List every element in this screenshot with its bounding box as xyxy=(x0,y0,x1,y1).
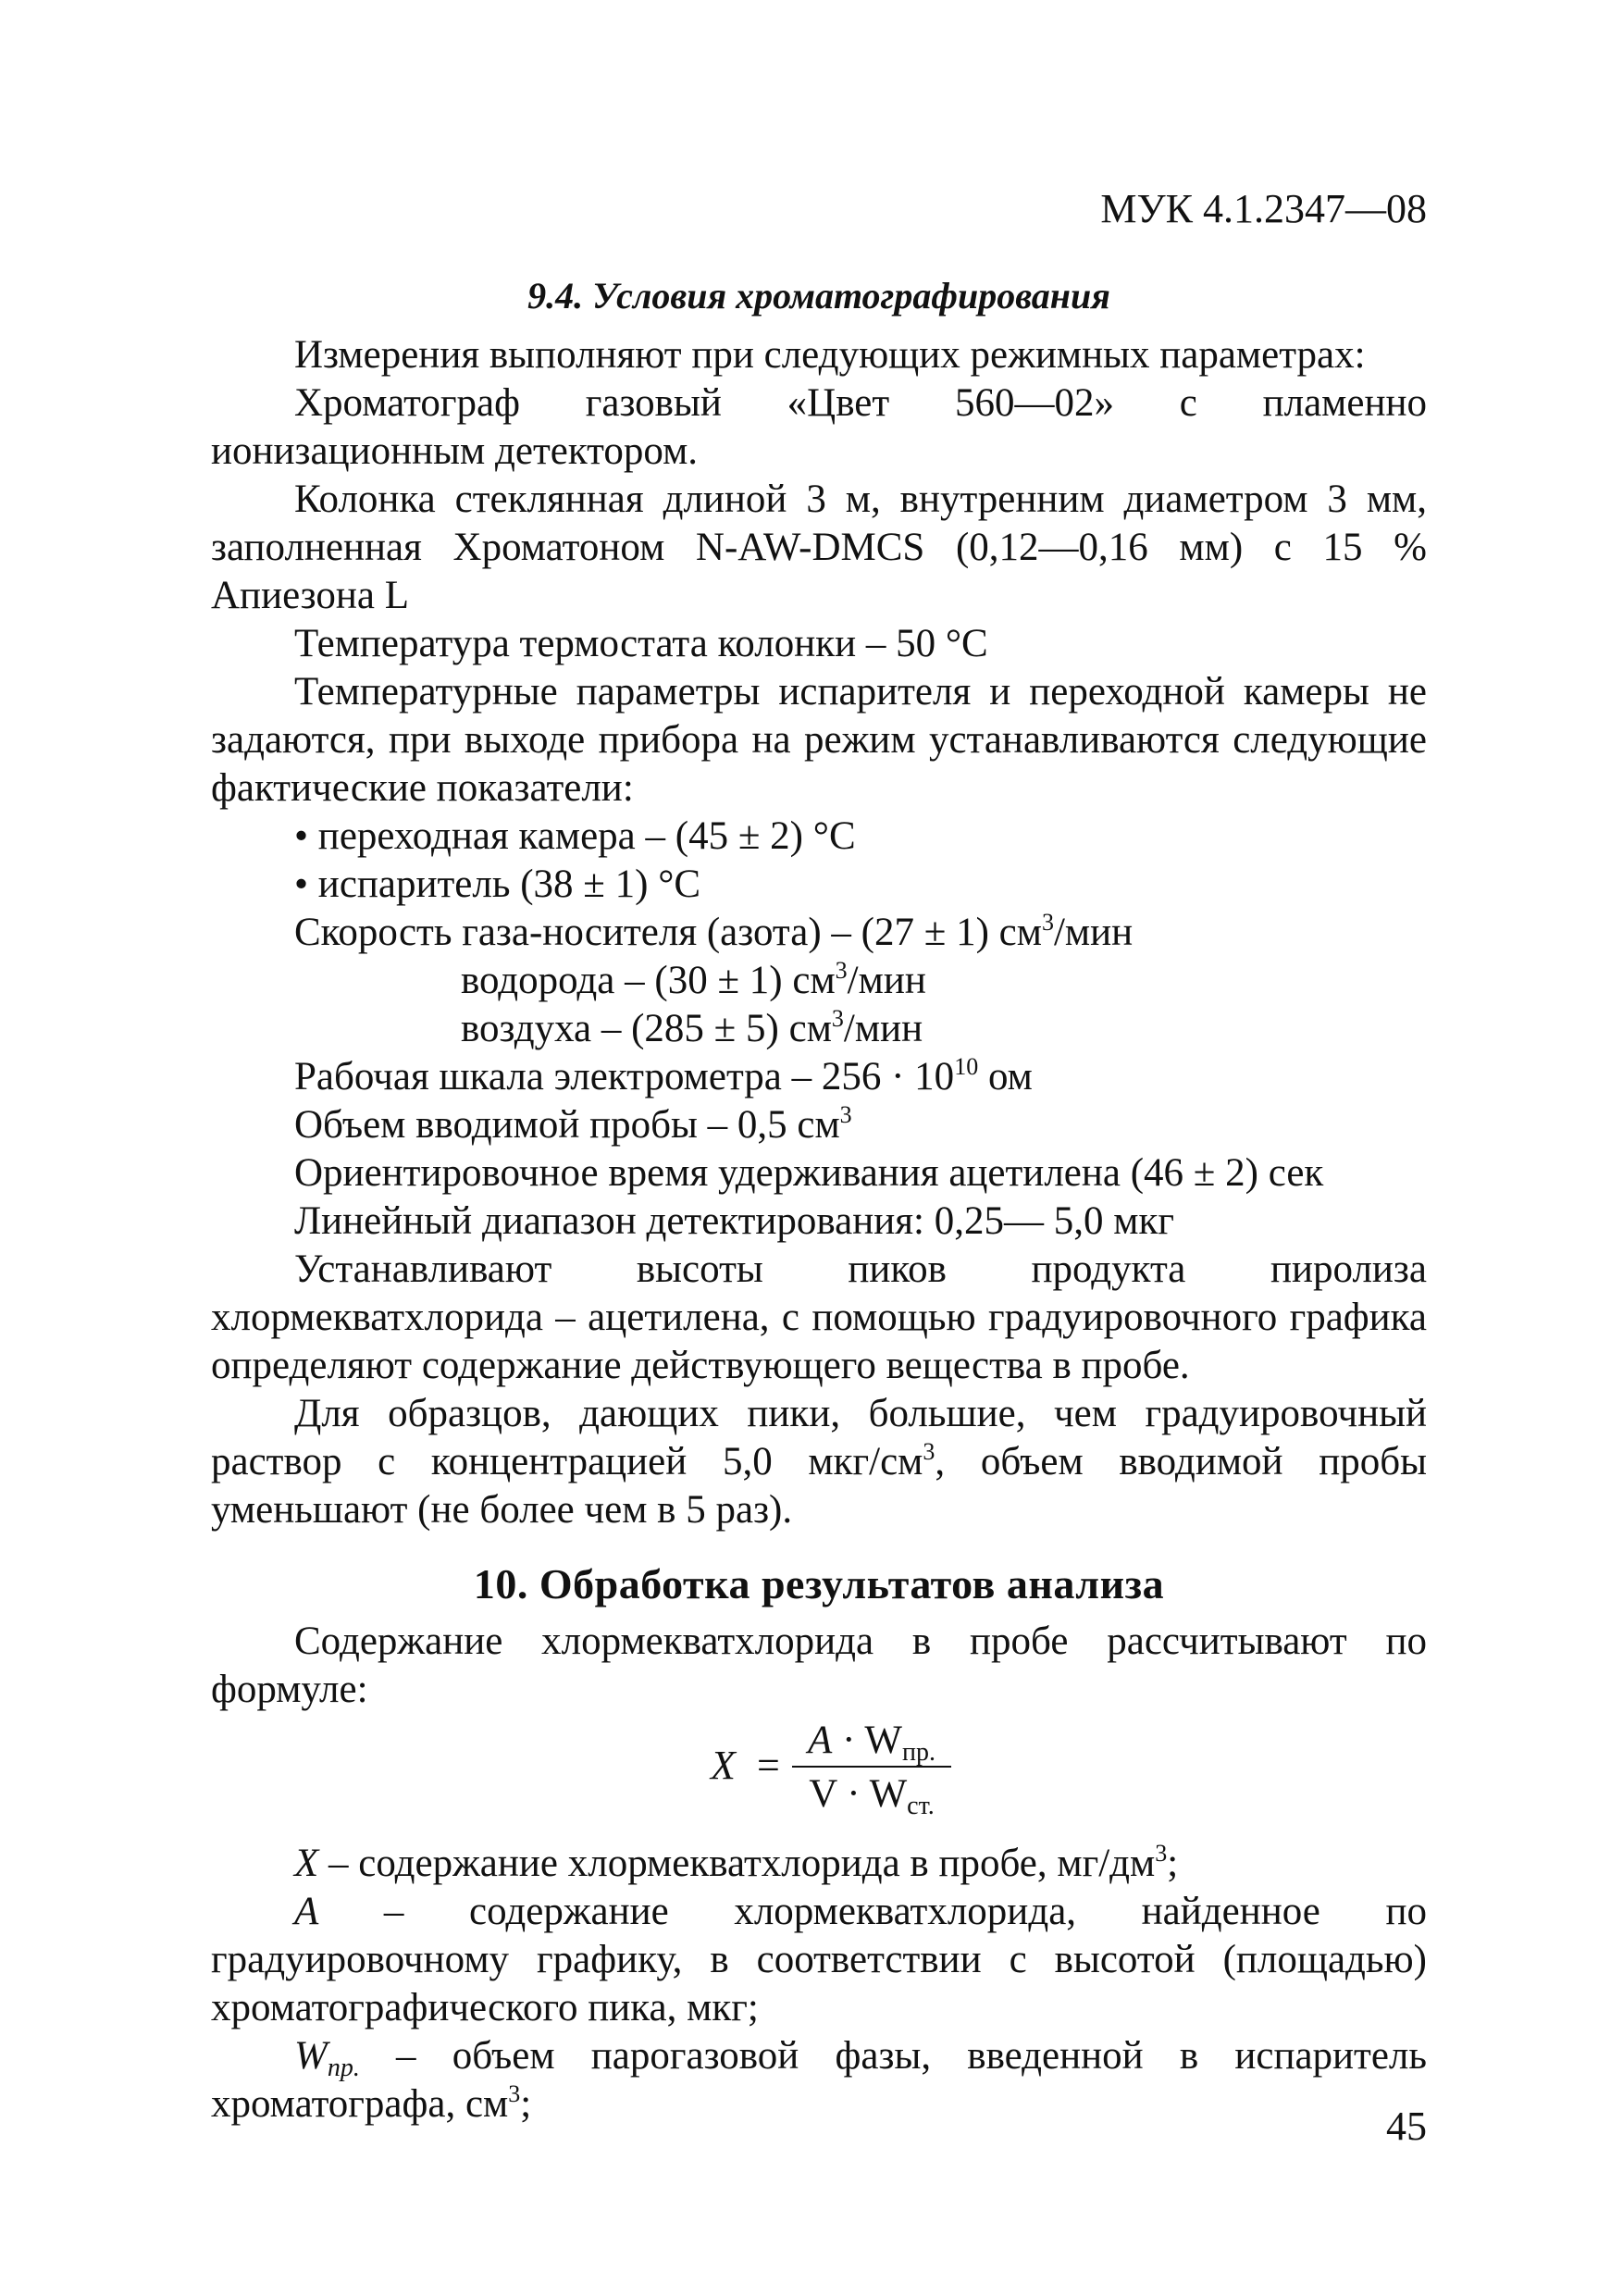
document-id: МУК 4.1.2347—08 xyxy=(1100,186,1427,231)
line-linear-range: Линейный диапазон детектирования: 0,25— 5,0 мкг xyxy=(294,1199,1174,1243)
formula-lhs: X xyxy=(711,1743,736,1788)
paragraph-sample-dilution: Для образцов, дающих пики, большие, чем градуировочный раствор с концентрацией 5,0 мкг/$см^3$, объем вводимой пробы уменьшают (не более чем в 5 раз). xyxy=(211,1392,1428,1532)
bullet-evaporator: • испаритель (38 ± 1) °C xyxy=(294,863,701,906)
paragraph-formula-intro: Содержание хлормекватхлорида в пробе рассчитывают по формуле: xyxy=(211,1620,1427,1711)
definition-x: X – содержание хлормекватхлорида в пробе, $мг/дм^3$; xyxy=(294,1840,1179,1885)
line-retention-time: Ориентировочное время удерживания ацетилена (46 ± 2) сек xyxy=(294,1151,1324,1195)
document-body xyxy=(211,331,1427,2128)
paragraph-chromatograph: Хроматограф газовый «Цвет 560—02» с пламенно ионизационным детектором. xyxy=(211,381,1427,473)
formula-equals: = xyxy=(757,1743,780,1788)
formula xyxy=(211,1718,1427,1829)
paragraph-column-temp: Температура термостата колонки – 50 °C xyxy=(294,622,988,665)
formula-numerator: $A \cdot W_{пр.}$ xyxy=(808,1719,935,1767)
paragraph-column: Колонка стеклянная длиной 3 м, внутренним диаметром 3 мм, заполненная Хроматоном N-AW-DMCS (0,12—0,16 мм) с 15 % Апиезона L xyxy=(211,478,1427,617)
line-electrometer-scale: Рабочая шкала электрометра – $256 \cdot 10^{10}$ ом xyxy=(294,1053,1033,1098)
paragraph-peak-heights: Устанавливают высоты пиков продукта пиролиза хлормекватхлорида – ацетилена, с помощью градуировочного графика определяют содержание действующего вещества в пробе. xyxy=(211,1247,1427,1387)
bullet-transition-chamber: • переходная камера – (45 ± 2) °C xyxy=(294,814,856,858)
page-number: 45 xyxy=(1386,2104,1427,2149)
section-9-4-title: 9.4. Условия хроматографирования xyxy=(527,275,1110,316)
definition-a: A – содержание хлормекватхлорида, найденное по градуировочному графику, в соответствии с высотой (площадью) хроматографического пика, мкг; xyxy=(211,1890,1427,2029)
paragraph-measurements: Измерения выполняют при следующих режимных параметрах: xyxy=(294,333,1366,377)
paragraph-temp-params: Температурные параметры испарителя и переходной камеры не задаются, при выходе прибора на режим устанавливаются следующие фактические показатели: xyxy=(211,670,1427,810)
line-sample-volume: Объем вводимой пробы – 0,5 $см^3$ xyxy=(294,1101,852,1147)
line-air: воздуха – (285 ± 5) $см^3$/мин xyxy=(461,1005,923,1050)
formula-denominator: $V \cdot W_{ст.}$ xyxy=(809,1772,935,1820)
definition-w: $W_{пр.}$ – объем парогазовой фазы, введенной в испаритель хроматографа, $см^3$; xyxy=(211,2034,1427,2126)
line-hydrogen: водорода – (30 ± 1) $см^3$/мин xyxy=(461,957,926,1002)
formula-fraction xyxy=(792,1718,951,1818)
section-10-title: 10. Обработка результатов анализа xyxy=(473,1560,1165,1607)
line-carrier-gas: Скорость газа-носителя (азота) – (27 ± 1) $см^3$/мин xyxy=(294,909,1134,954)
